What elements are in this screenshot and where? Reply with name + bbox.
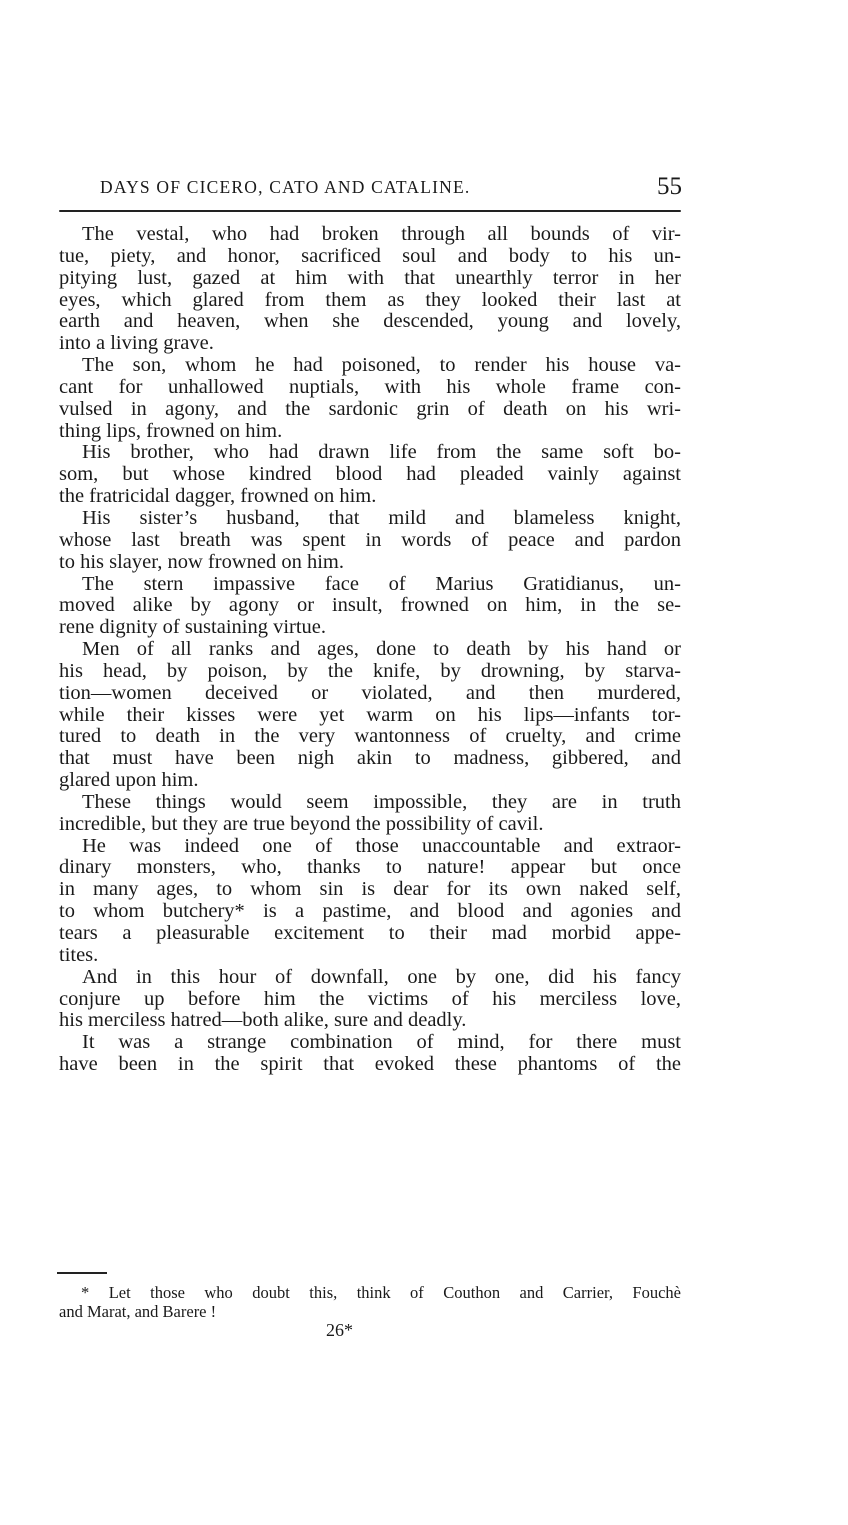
text-line: som, but whose kindred blood had pleaded vainly against — [59, 463, 681, 486]
text-line: tured to death in the very wantonness of cruelty, and crime — [59, 725, 681, 748]
text-line: The stern impassive face of Marius Gratidianus, un- — [82, 572, 681, 595]
text-line: while their kisses were yet warm on his lips—infants tor- — [59, 703, 681, 726]
text-line: These things would seem impossible, they are in truth — [82, 790, 681, 813]
text-line: whose last breath was spent in words of peace and pardon — [59, 528, 681, 551]
page-number: 55 — [657, 173, 682, 200]
text-line: the fratricidal dagger, frowned on him. — [59, 485, 377, 508]
body-text — [59, 224, 681, 1076]
text-line: He was indeed one of those unaccountable and extraor- — [82, 834, 681, 857]
text-line: to whom butchery* is a pastime, and blood and agonies and — [59, 900, 681, 923]
running-head — [100, 173, 682, 205]
text-line: tion—women deceived or violated, and then murdered, — [59, 681, 681, 704]
text-line: conjure up before him the victims of his merciless love, — [59, 987, 681, 1010]
footnote-line: * Let those who doubt this, think of Couthon and Carrier, Fouchè — [81, 1283, 681, 1302]
paragraph — [59, 1032, 681, 1076]
text-line: in many ages, to whom sin is dear for its own naked self, — [59, 878, 681, 901]
paragraph — [59, 792, 681, 836]
text-line: have been in the spirit that evoked these phantoms of the — [59, 1053, 681, 1076]
footnote-rule — [57, 1272, 107, 1274]
text-line: incredible, but they are true beyond the possibility of cavil. — [59, 812, 544, 835]
footnote-line: and Marat, and Barere ! — [59, 1302, 217, 1321]
text-line: His sister’s husband, that mild and blameless knight, — [82, 506, 681, 529]
text-line: his head, by poison, by the knife, by drowning, by starva- — [59, 659, 681, 682]
text-line: earth and heaven, when she descended, young and lovely, — [59, 310, 681, 333]
text-line: His brother, who had drawn life from the same soft bo- — [82, 441, 681, 464]
text-line: to his slayer, now frowned on him. — [59, 550, 344, 573]
running-title: DAYS OF CICERO, CATO AND CATALINE. — [100, 177, 471, 197]
paragraph — [59, 355, 681, 442]
text-line: Men of all ranks and ages, done to death by his hand or — [82, 638, 681, 661]
paragraph — [59, 639, 681, 792]
text-line: his merciless hatred—both alike, sure and deadly. — [59, 1009, 467, 1032]
text-line: The son, whom he had poisoned, to render his house va- — [82, 354, 681, 377]
paragraph — [59, 442, 681, 508]
text-line: eyes, which glared from them as they looked their last at — [59, 288, 681, 311]
text-line: The vestal, who had broken through all bounds of vir- — [82, 223, 681, 245]
header-rule — [59, 210, 681, 212]
text-line: pitying lust, gazed at him with that unearthly terror in her — [59, 266, 681, 289]
paragraph — [59, 574, 681, 640]
text-line: tears a pleasurable excitement to their mad morbid appe- — [59, 922, 681, 944]
text-line: rene dignity of sustaining virtue. — [59, 616, 327, 639]
text-line: thing lips, frowned on him. — [59, 419, 283, 442]
text-line: tue, piety, and honor, sacrificed soul and body to his un- — [59, 244, 681, 267]
text-line: cant for unhallowed nuptials, with his whole frame con- — [59, 375, 681, 398]
paragraph — [59, 508, 681, 574]
text-line: into a living grave. — [59, 332, 214, 355]
text-line: tites. — [59, 943, 99, 966]
paragraph — [59, 967, 681, 1033]
text-line: glared upon him. — [59, 769, 199, 792]
text-line: vulsed in agony, and the sardonic grin of death on his wri- — [59, 397, 681, 420]
paragraph — [59, 836, 681, 967]
text-line: that must have been nigh akin to madness, gibbered, and — [59, 747, 681, 770]
text-line: dinary monsters, who, thanks to nature! appear but once — [59, 856, 681, 879]
footnote — [59, 1283, 681, 1321]
text-line: moved alike by agony or insult, frowned on him, in the se- — [59, 594, 681, 617]
text-line: It was a strange combination of mind, for there must — [82, 1031, 681, 1054]
text-line: And in this hour of downfall, one by one, did his fancy — [82, 965, 681, 988]
signature-mark: 26* — [326, 1320, 353, 1340]
paragraph — [59, 224, 681, 355]
